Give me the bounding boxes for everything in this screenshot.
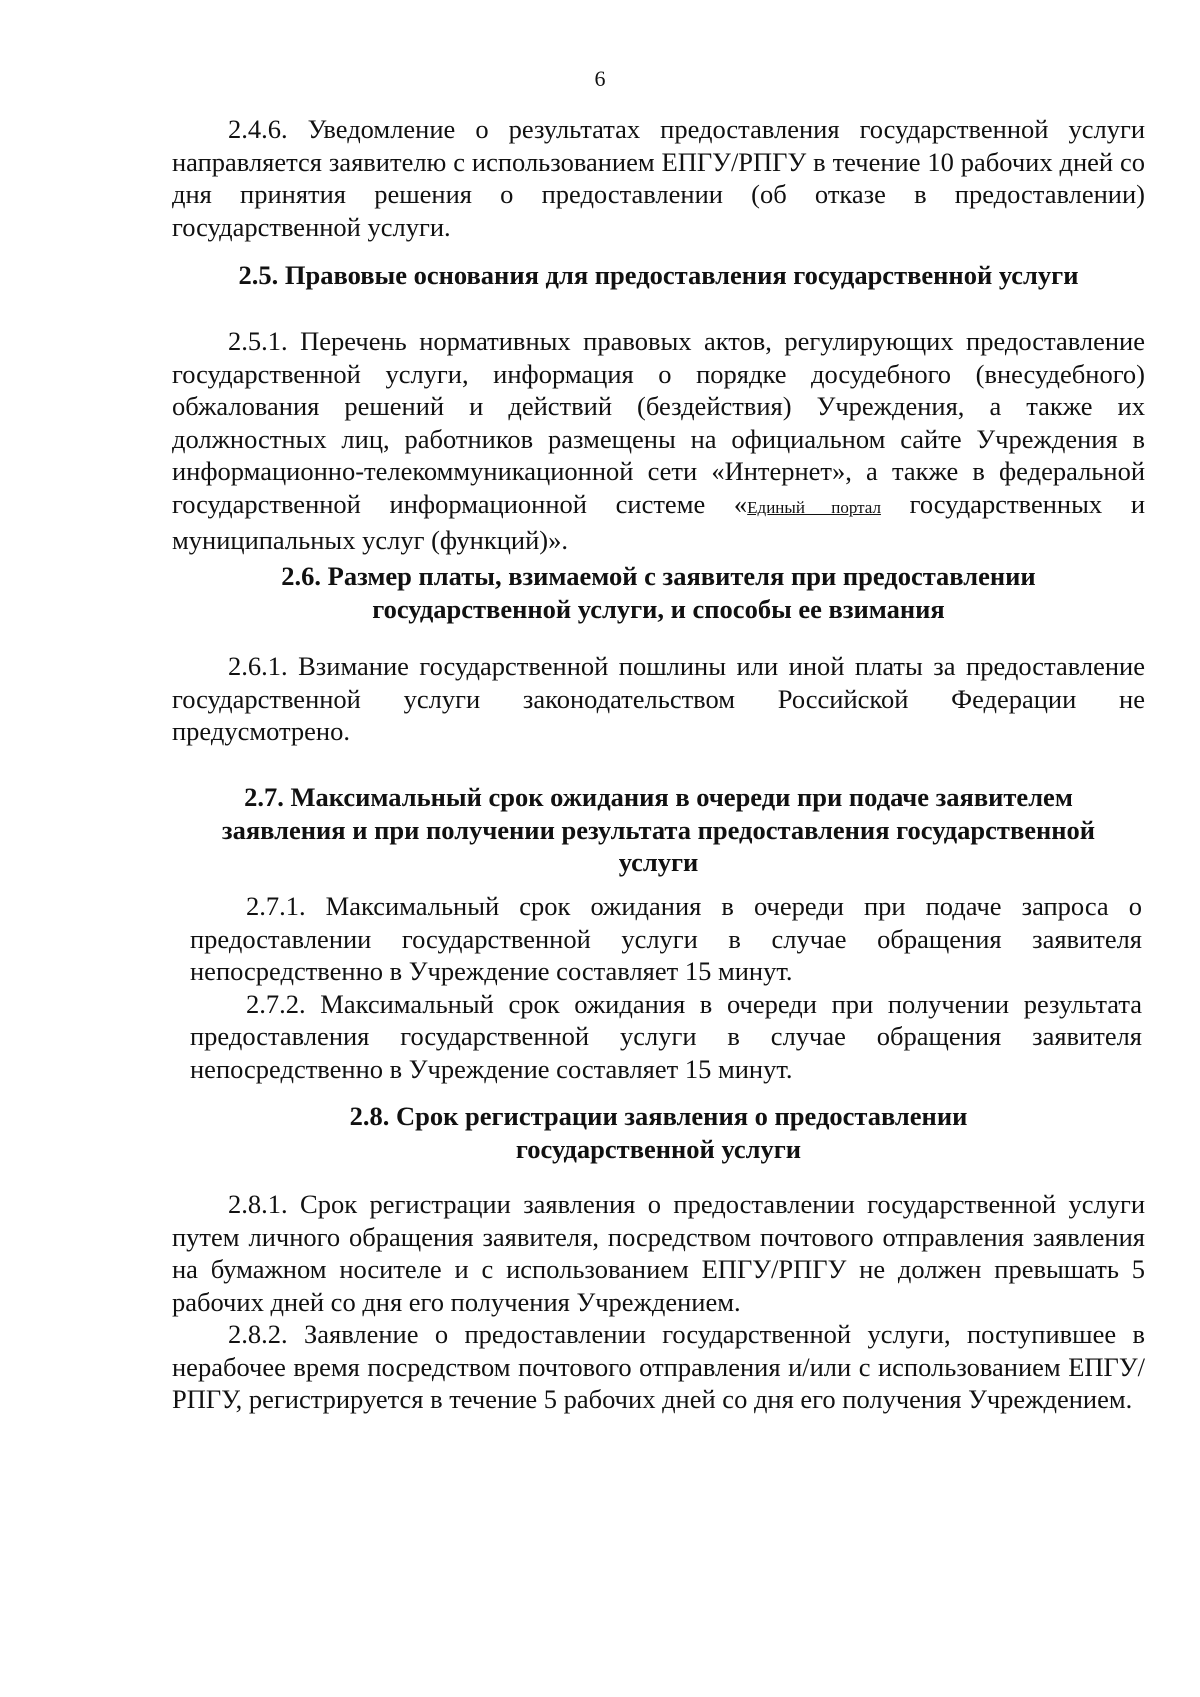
paragraph-2-4-6: 2.4.6. Уведомление о результатах предоставления государственной услуги направляется заявителю с использованием ЕПГУ/РПГУ в течение 10 рабочих дней со дня принятия решения о предоставлении (об отказе в предоставлении) государственной услуги. [172,114,1145,242]
paragraph-2-4-6-block [172,113,1145,243]
heading-2-7-line-3: услуги [618,847,699,877]
paragraph-2-7-1: 2.7.1. Максимальный срок ожидания в очереди при подаче запроса о предоставлении государственной услуги в случае обращения заявителя непосредственно в Учреждение составляет 15 минут. [190,891,1142,986]
heading-2-7-line-1: 2.7. Максимальный срок ожидания в очереди при подаче заявителем [244,782,1073,812]
paragraph-2-5-1-block [172,325,1145,557]
paragraph-2-5-1-start: 2.5.1. Перечень нормативных правовых актов, регулирующих предоставление государственной услуги, информация о порядке досудебного (внесудебного) обжалования решений и действий (бездействия) Учреждения, а также их должностных лиц, работников размещены на официальном сайте Учреждения в информационно-телекоммуникационной сети «Интернет», а также в федеральной государственной информационной системе « [172,326,1145,519]
heading-2-6-line-2: государственной услуги, и способы ее взимания [372,593,945,624]
section-2-7-body [190,890,1142,1085]
page-number: 6 [594,66,606,91]
heading-2-8 [172,1100,1145,1165]
paragraph-2-5-1 [172,325,1145,557]
heading-2-6 [172,560,1145,625]
section-2-8-body [172,1188,1145,1416]
heading-2-8-line-2: государственной услуги [515,1133,802,1164]
paragraph-2-6-1-block [172,650,1145,748]
paragraph-2-8-2: 2.8.2. Заявление о предоставлении государственной услуги, поступившее в нерабочее время посредством почтового отправления и/или с использованием ЕПГУ/РПГУ, регистрируется в течение 5 рабочих дней со дня его получения Учреждением. [172,1319,1145,1414]
paragraph-2-6-1: 2.6.1. Взимание государственной пошлины или иной платы за предоставление государственной услуги законодательством Российской Федерации не предусмотрено. [172,651,1145,746]
heading-2-7 [172,781,1145,879]
heading-2-7-line-2: заявления и при получении результата предоставления государственной [221,814,1096,845]
heading-2-5: 2.5. Правовые основания для предоставления государственной услуги [238,260,1079,290]
unified-portal-link[interactable]: Единый портал [747,497,881,517]
heading-2-6-line-1: 2.6. Размер платы, взимаемой с заявителя при предоставлении [281,561,1036,591]
heading-2-8-line-1: 2.8. Срок регистрации заявления о предоставлении [349,1101,968,1131]
paragraph-2-7-2: 2.7.2. Максимальный срок ожидания в очереди при получении результата предоставления государственной услуги в случае обращения заявителя непосредственно в Учреждение составляет 15 минут. [190,988,1142,1084]
paragraph-2-8-1: 2.8.1. Срок регистрации заявления о предоставлении государственной услуги путем личного обращения заявителя, посредством почтового отправления заявления на бумажном носителе и с использованием ЕПГУ/РПГУ не должен превышать 5 рабочих дней со дня его получения Учреждением. [172,1189,1145,1317]
paragraph-2-5-1-end: государственных и муниципальных услуг (функций)». [172,488,1145,555]
